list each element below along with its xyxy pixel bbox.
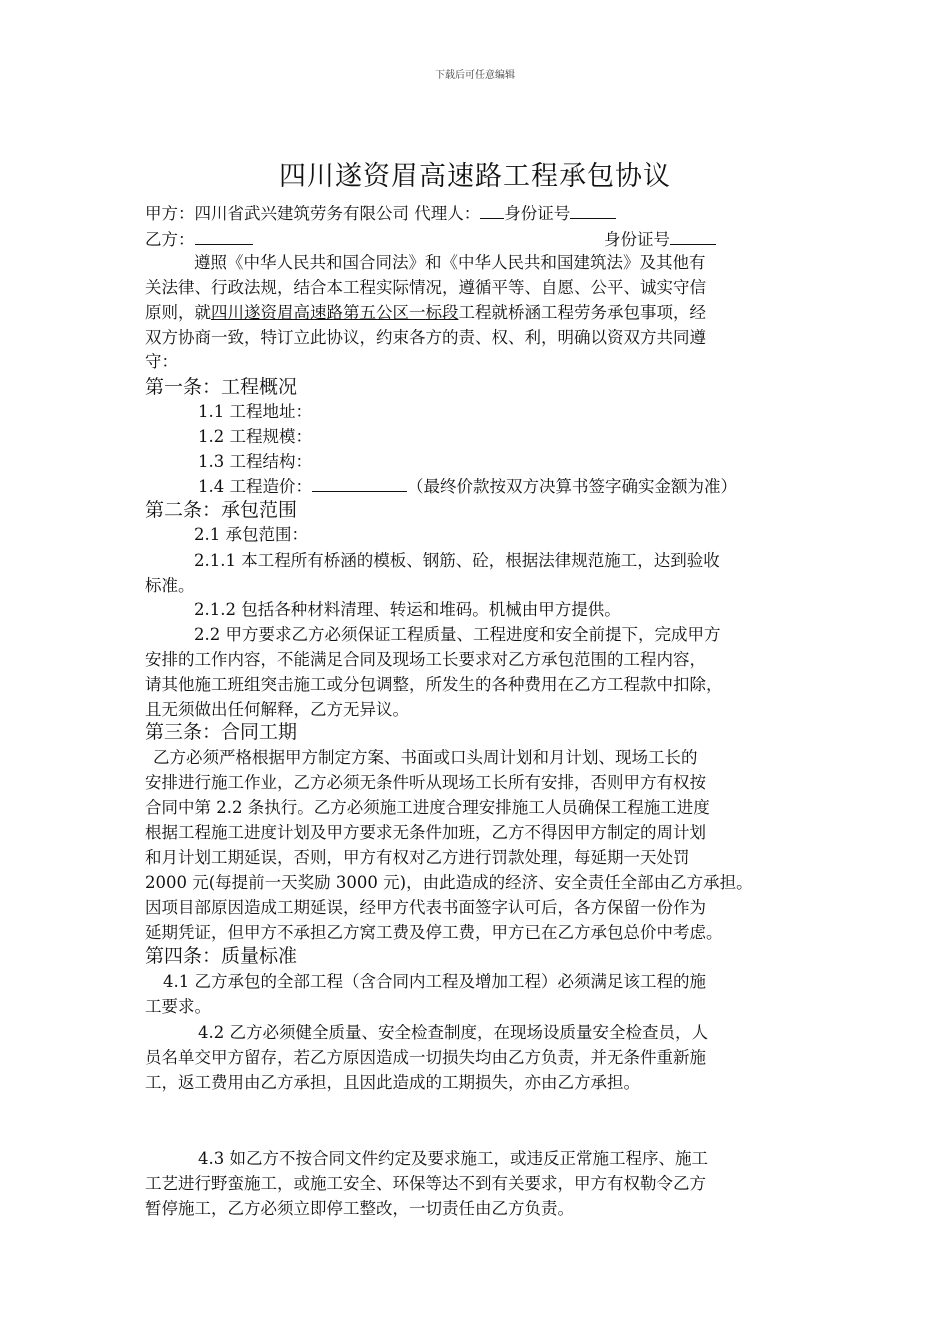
clause-4-2: 员名单交甲方留存，若乙方原因造成一切损失均由乙方负责，并无条件重新施 [145, 1048, 706, 1067]
party-b-line [145, 227, 253, 252]
preamble-text: 工程就桥涵工程劳务承包事项，经 [458, 303, 706, 322]
clause-4-1: 4.1 乙方承包的全部工程（含合同内工程及增加工程）必须满足该工程的施 [163, 972, 706, 991]
article-3-text: 延期凭证，但甲方不承担乙方窝工费及停工费，甲方已在乙方承包总价中考虑。 [145, 923, 723, 942]
clause-2-1-1: 标准。 [145, 576, 195, 595]
preamble-line: 守： [145, 352, 178, 371]
clause-1-2: 1.2 工程规模： [198, 427, 312, 446]
party-b-blank [195, 227, 253, 245]
preamble-line: 遵照《中华人民共和国合同法》和《中华人民共和国建筑法》及其他有 [194, 253, 706, 272]
party-a-line [145, 201, 616, 226]
clause-1-3: 1.3 工程结构： [198, 452, 312, 471]
article-3-text: 2000 元(每提前一天奖励 3000 元)，由此造成的经济、安全责任全部由乙方承担。 [145, 873, 753, 892]
party-a-text: 甲方：四川省武兴建筑劳务有限公司 代理人： [145, 204, 481, 223]
article-3-text: 合同中第 2.2 条执行。乙方必须施工进度合理安排施工人员确保工程施工进度 [145, 798, 710, 817]
project-name: 四川遂资眉高速路第五公区一标段 [211, 303, 459, 322]
id-label-a: 身份证号 [504, 204, 571, 223]
agent-blank [480, 201, 504, 219]
article-3-text: 因项目部原因造成工期延误，经甲方代表书面签字认可后，各方保留一份作为 [145, 898, 706, 917]
clause-2-1-1: 2.1.1 本工程所有桥涵的模板、钢筋、砼，根据法律规范施工，达到验收 [194, 551, 720, 570]
clause-2-2: 请其他施工班组突击施工或分包调整，所发生的各种费用在乙方工程款中扣除， [145, 675, 723, 694]
article-3-text: 根据工程施工进度计划及甲方要求无条件加班，乙方不得因甲方制定的周计划 [145, 823, 706, 842]
preamble-line [145, 301, 706, 325]
clause-4-2: 4.2 乙方必须健全质量、安全检查制度，在现场设质量安全检查员，人 [198, 1023, 708, 1042]
article-3-heading: 第三条：合同工期 [145, 721, 298, 743]
clause-2-2: 安排的工作内容，不能满足合同及现场工长要求对乙方承包范围的工程内容， [145, 650, 706, 669]
preamble-line: 双方协商一致，特订立此协议，约束各方的责、权、利，明确以资双方共同遵 [145, 328, 706, 347]
clause-4-1: 工要求。 [145, 997, 211, 1016]
article-3-text: 乙方必须严格根据甲方制定方案、书面或口头周计划和月计划、现场工长的 [153, 748, 698, 767]
id-blank-a [570, 201, 616, 219]
watermark: 下载后可任意编辑 [435, 70, 515, 81]
clause-2-2: 2.2 甲方要求乙方必须保证工程质量、工程进度和安全前提下，完成甲方 [194, 625, 721, 644]
document-title: 四川遂资眉高速路工程承包协议 [279, 161, 671, 192]
party-b-label: 乙方： [145, 230, 195, 249]
clause-1-4 [198, 474, 737, 499]
price-blank [312, 474, 407, 492]
id-blank-b [670, 227, 716, 245]
article-2-heading: 第二条：承包范围 [145, 499, 298, 521]
preamble-text: 原则，就 [145, 303, 211, 322]
clause-4-3: 4.3 如乙方不按合同文件约定及要求施工，或违反正常施工程序、施工 [198, 1149, 708, 1168]
clause-4-2: 工，返工费用由乙方承担，且因此造成的工期损失，亦由乙方承担。 [145, 1073, 640, 1092]
clause-4-3: 工艺进行野蛮施工，或施工安全、环保等达不到有关要求，甲方有权勒令乙方 [145, 1174, 706, 1193]
clause-2-2: 且无须做出任何解释，乙方无异议。 [145, 700, 409, 719]
id-label-b: 身份证号 [604, 230, 670, 249]
clause-2-1: 2.1 承包范围： [194, 525, 308, 544]
article-1-heading: 第一条：工程概况 [145, 376, 298, 398]
clause-2-1-2: 2.1.2 包括各种材料清理、转运和堆码。机械由甲方提供。 [194, 600, 621, 619]
article-3-text: 和月计划工期延误，否则，甲方有权对乙方进行罚款处理，每延期一天处罚 [145, 848, 690, 867]
clause-1-1: 1.1 工程地址： [198, 402, 312, 421]
id-line-b [604, 227, 716, 252]
clause-4-3: 暂停施工，乙方必须立即停工整改，一切责任由乙方负责。 [145, 1199, 574, 1218]
article-3-text: 安排进行施工作业，乙方必须无条件听从现场工长所有安排，否则甲方有权按 [145, 773, 706, 792]
article-4-heading: 第四条：质量标准 [145, 945, 298, 967]
clause-text: 1.4 工程造价： [198, 477, 312, 496]
preamble-line: 关法律、行政法规，结合本工程实际情况，遵循平等、自愿、公平、诚实守信 [145, 278, 706, 297]
clause-text: （最终价款按双方决算书签字确实金额为准） [407, 477, 737, 496]
